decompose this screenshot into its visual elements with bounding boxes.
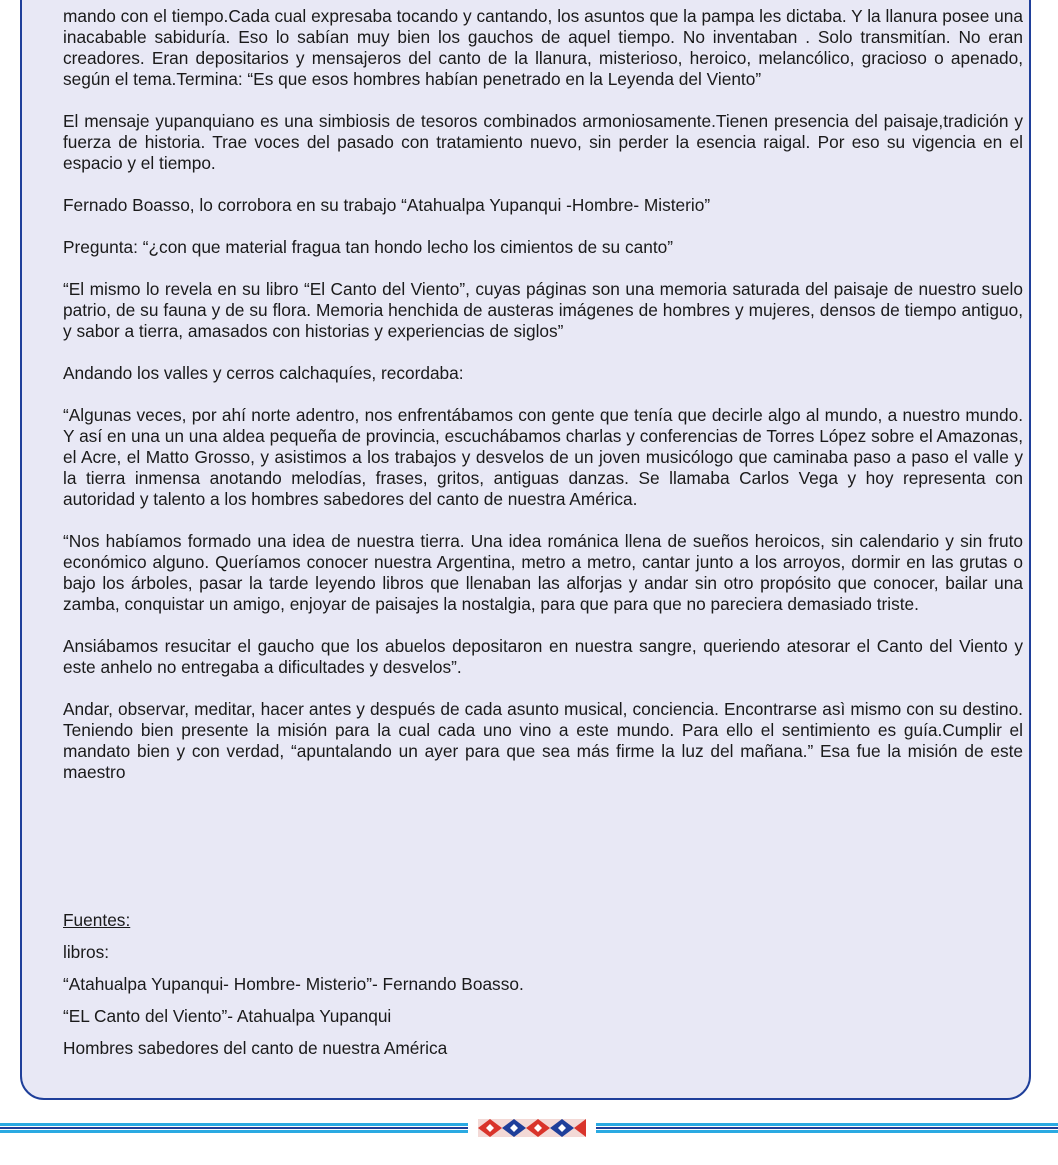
- sources-list: [63, 910, 524, 1070]
- footer-divider: [0, 1118, 1058, 1138]
- divider-lines-left: [0, 1123, 468, 1133]
- paragraph: El mensaje yupanquiano es una simbiosis de tesoros combinados armoniosamente.Tienen presencia del paisaje,tradición y fuerza de historia. Trae voces del pasado con tratamiento nuevo, sin perder la esencia raigal. Por eso su vigencia en el espacio y el tiempo.: [63, 111, 1023, 173]
- source-item: “EL Canto del Viento”- Atahualpa Yupanqui: [63, 1006, 392, 1026]
- sources-heading: Fuentes:: [63, 910, 131, 930]
- sources-subheading: libros:: [63, 942, 110, 962]
- source-item: Hombres sabedores del canto de nuestra América: [63, 1038, 448, 1058]
- paragraph: “El mismo lo revela en su libro “El Canto del Viento”, cuyas páginas son una memoria saturada del paisaje de nuestro suelo patrio, de su fauna y de su flora. Memoria henchida de austeras imágenes de hombres y mujeres, densos de tiempo antiguo, y sabor a tierra, amasados con historias y experiencias de siglos”: [63, 279, 1023, 341]
- paragraph: Andar, observar, meditar, hacer antes y después de cada asunto musical, conciencia. Encontrarse asì mismo con su destino. Teniendo bien presente la misión para la cual cada uno vino a este mundo. Para ello el sentimiento es guía.Cumplir el mandato bien y con verdad, “apuntalando un ayer para que sea más firme la luz del mañana.” Esa fue la misión de este maestro: [63, 699, 1023, 782]
- source-item: “Atahualpa Yupanqui- Hombre- Misterio”- Fernando Boasso.: [63, 974, 524, 994]
- paragraph: Andando los valles y cerros calchaquíes, recordaba:: [63, 363, 464, 383]
- ornament-icon: [478, 1119, 586, 1137]
- paragraph: Pregunta: “¿con que material fragua tan hondo lecho los cimientos de su canto”: [63, 237, 673, 257]
- paragraph: “Nos habíamos formado una idea de nuestra tierra. Una idea románica llena de sueños heroicos, sin calendario y sin fruto económico alguno. Queríamos conocer nuestra Argentina, metro a metro, cantar junto a los arroyos, dormir en las grutas o bajo los árboles, pasar la tarde leyendo libros que llenaban las alforjas y andar sin otro propósito que conocer, bailar una zamba, conquistar un amigo, enjoyar de paisajes la nostalgia, para que para que no pareciera demasiado triste.: [63, 531, 1023, 614]
- article-body: [63, 6, 1023, 804]
- paragraph: “Algunas veces, por ahí norte adentro, nos enfrentábamos con gente que tenía que decirle algo al mundo, a nuestro mundo. Y así en una un una aldea pequeña de provincia, escuchábamos charlas y conferencias de Torres López sobre el Amazonas, el Acre, el Matto Grosso, y asistimos a los trabajos y desvelos de un joven musicólogo que caminaba paso a paso el valle y la tierra inmensa anotando melodías, frases, gritos, antiguas danzas. Se llamaba Carlos Vega y hoy representa con autoridad y talento a los hombres sabedores del canto de nuestra América.: [63, 405, 1023, 509]
- paragraph: mando con el tiempo.Cada cual expresaba tocando y cantando, los asuntos que la pampa les dictaba. Y la llanura posee una inacabable sabiduría. Eso lo sabían muy bien los gauchos de aquel tiempo. No inventaban . Solo transmitían. No eran creadores. Eran depositarios y mensajeros del canto de la llanura, misterioso, heroico, melancólico, gracioso o apenado, según el tema.Termina: “Es que esos hombres habían penetrado en la Leyenda del Viento”: [63, 6, 1023, 89]
- divider-lines-right: [596, 1123, 1058, 1133]
- paragraph: Fernado Boasso, lo corrobora en su trabajo “Atahualpa Yupanqui -Hombre- Misterio”: [63, 195, 711, 215]
- paragraph: Ansiábamos resucitar el gaucho que los abuelos depositaron en nuestra sangre, queriendo atesorar el Canto del Viento y este anhelo no entregaba a dificultades y desvelos”.: [63, 636, 1023, 677]
